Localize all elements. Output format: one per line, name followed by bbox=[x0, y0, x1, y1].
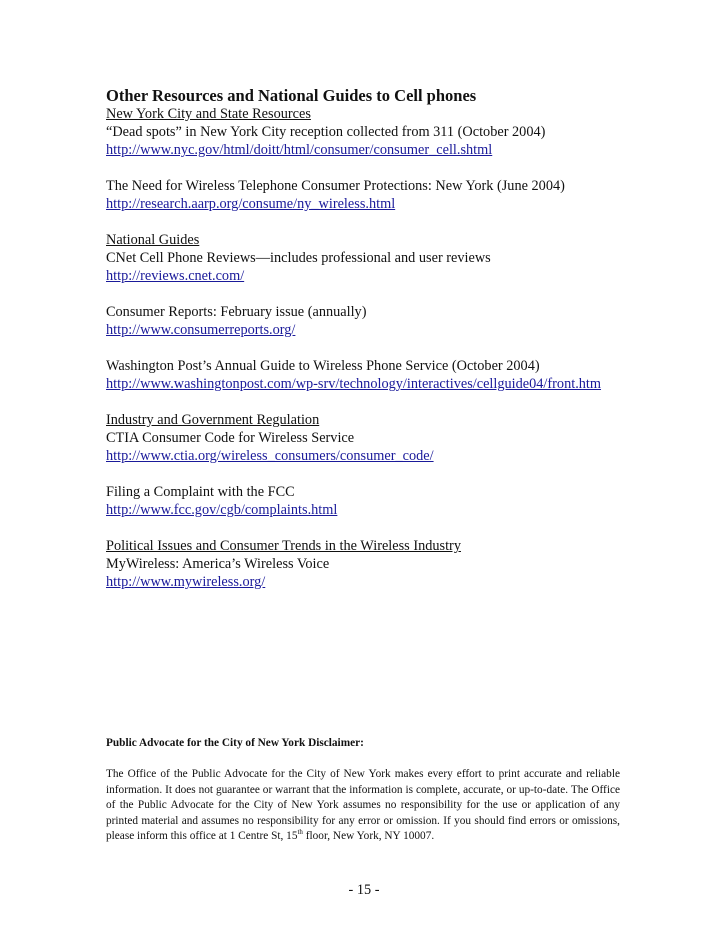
disclaimer-ordinal-suffix: th bbox=[297, 828, 303, 837]
link-ctia-consumer-code[interactable]: http://www.ctia.org/wireless_consumers/consumer_code/ bbox=[106, 448, 434, 464]
entry-text-washington-post-guide: Washington Post’s Annual Guide to Wireless Phone Service (October 2004) bbox=[106, 358, 540, 374]
disclaimer-body-text: The Office of the Public Advocate for the City of New York makes every effort to print accurate and reliable information. It does not guarantee or warrant that the information is complete, accurate, or up-to-date. The Office of the Public Advocate for the City of New York assumes no responsibility for the use or application of any printed material and assumes no responsibility for any error or omission. If you should find errors or omissions, please inform this office at 1 Centre St, 15 bbox=[106, 768, 620, 843]
disclaimer-body bbox=[106, 767, 620, 845]
spacer bbox=[106, 465, 666, 483]
link-cnet-reviews[interactable]: http://reviews.cnet.com/ bbox=[106, 268, 245, 284]
entry-text-ctia-code: CTIA Consumer Code for Wireless Service bbox=[106, 430, 355, 446]
disclaimer-title: Public Advocate for the City of New York Disclaimer: bbox=[106, 737, 364, 749]
entry-text-consumer-reports: Consumer Reports: February issue (annually) bbox=[106, 304, 367, 320]
link-consumer-reports[interactable]: http://www.consumerreports.org/ bbox=[106, 322, 296, 338]
entry-text-dead-spots: “Dead spots” in New York City reception collected from 311 (October 2004) bbox=[106, 124, 546, 140]
disclaimer-block bbox=[106, 736, 626, 845]
link-aarp-ny-wireless[interactable]: http://research.aarp.org/consume/ny_wireless.html bbox=[106, 196, 396, 212]
section-heading-nyc-state: New York City and State Resources bbox=[106, 106, 311, 122]
entry-text-fcc-complaint: Filing a Complaint with the FCC bbox=[106, 484, 295, 500]
spacer bbox=[106, 519, 666, 537]
page-title: Other Resources and National Guides to Cell phones bbox=[106, 86, 477, 105]
disclaimer-body-tail: floor, New York, NY 10007. bbox=[302, 830, 435, 843]
spacer bbox=[106, 393, 666, 411]
link-washington-post-cellguide[interactable]: http://www.washingtonpost.com/wp-srv/technology/interactives/cellguide04/front.htm bbox=[106, 376, 602, 392]
spacer bbox=[106, 285, 666, 303]
entry-text-mywireless: MyWireless: America’s Wireless Voice bbox=[106, 556, 330, 572]
entry-text-cnet-reviews: CNet Cell Phone Reviews—includes professional and user reviews bbox=[106, 250, 491, 266]
section-heading-political-issues: Political Issues and Consumer Trends in the Wireless Industry bbox=[106, 538, 461, 554]
link-nyc-dead-spots[interactable]: http://www.nyc.gov/html/doitt/html/consumer/consumer_cell.shtml bbox=[106, 142, 493, 158]
spacer bbox=[106, 213, 666, 231]
page-number: - 15 - bbox=[348, 882, 380, 898]
section-heading-industry-regulation: Industry and Government Regulation bbox=[106, 412, 320, 428]
spacer bbox=[106, 339, 666, 357]
spacer bbox=[106, 159, 666, 177]
entry-text-aarp-protections: The Need for Wireless Telephone Consumer Protections: New York (June 2004) bbox=[106, 178, 565, 194]
section-heading-national-guides: National Guides bbox=[106, 232, 200, 248]
link-fcc-complaints[interactable]: http://www.fcc.gov/cgb/complaints.html bbox=[106, 502, 338, 518]
resources-page bbox=[106, 86, 666, 591]
link-mywireless[interactable]: http://www.mywireless.org/ bbox=[106, 574, 266, 590]
